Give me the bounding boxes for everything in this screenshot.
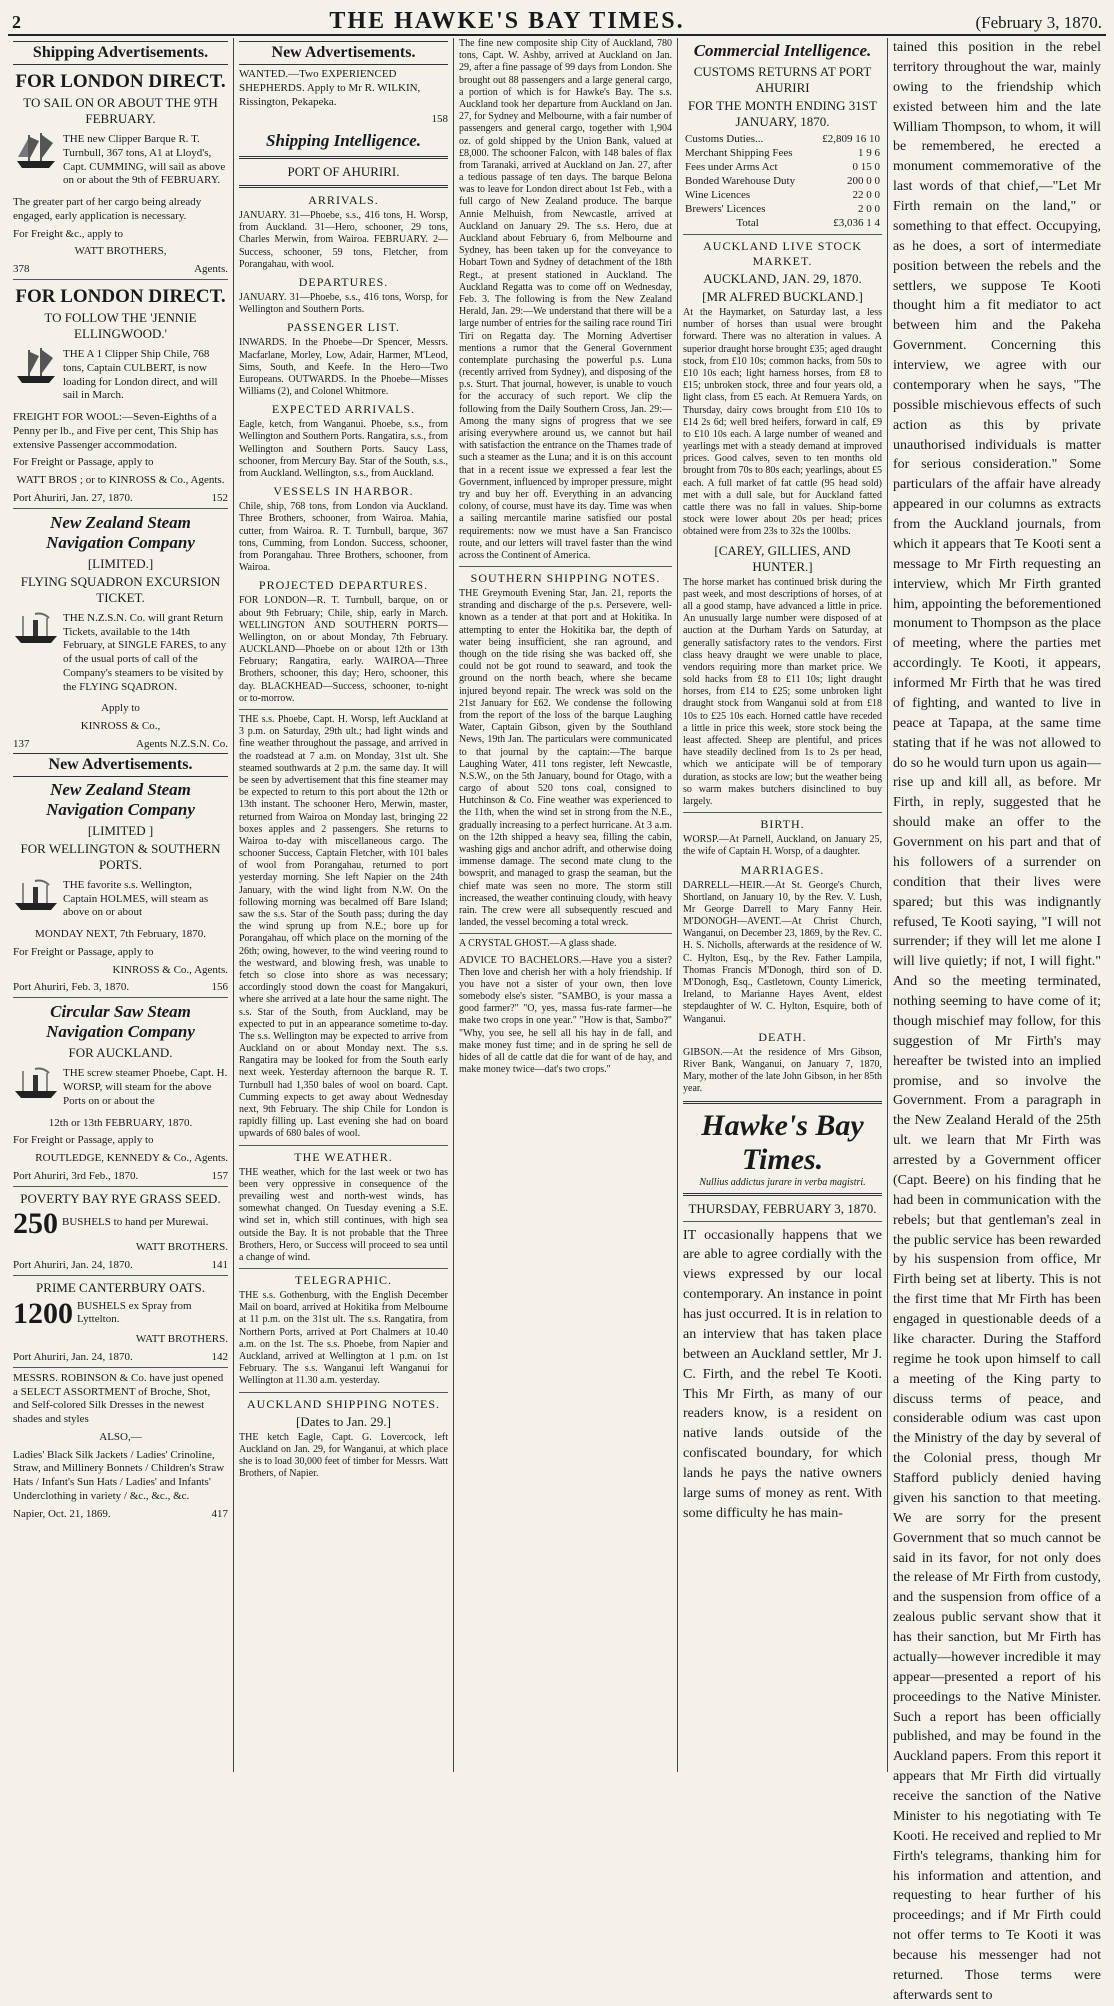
arrivals-list: JANUARY. 31—Phoebe, s.s., 416 tons, H. Worsp, from Auckland. 31—Hero, schooner, 29 tons, Charles Merwin, from Wairoa. FEBRUARY. 2—Success, schooner, 59 tons, Fletcher, from Porangahau, with wool. bbox=[239, 210, 448, 270]
divider bbox=[13, 1186, 228, 1187]
ship-advert bbox=[13, 131, 228, 192]
ad-agent: ROUTLEDGE, KENNEDY & Co., Agents. bbox=[35, 1152, 228, 1164]
ad-body: THE screw steamer Phoebe, Capt. H. WORSP, will steam for the above Ports on or about the bbox=[63, 1067, 228, 1107]
ad-apply: Apply to bbox=[101, 702, 140, 715]
ad-subheading: TO FOLLOW THE 'JENNIE ELLINGWOOD.' bbox=[44, 310, 197, 341]
passenger-list: INWARDS. In the Phoebe—Dr Spencer, Messrs. Macfarlane, Morley, Low, Adair, Harmer, M'Leod, Sims, South, and Keefe. In the Hero—Two Europeans. OUTWARDS. In the Phoebe—Misses Williams (2), and Colonel Whitmore. bbox=[239, 337, 448, 398]
report-author: [MR ALFRED BUCKLAND.] bbox=[702, 289, 863, 304]
death-heading: DEATH. bbox=[758, 1029, 807, 1044]
customs-table bbox=[683, 132, 882, 230]
ad-heading: FOR LONDON DIRECT. bbox=[15, 71, 226, 92]
divider bbox=[13, 1275, 228, 1276]
ad-sailing-date: 12th or 13th FEBRUARY, 1870. bbox=[48, 1116, 193, 1129]
southern-shipping-text: THE Greymouth Evening Star, Jan. 21, reports the stranding and discharge of the p.s. Persevere, well-known as a tender at that port and at Hokitika. In attempting to enter the Hokitika bar, the depth of water being insufficient, she ran aground, and though on the tide rising she was backed off, she could not be got round to seaward, and took the ground on the north beach, where she became injured beyond repair. The wreck was sold on the 21st January for £62. We condense the following from the report of the loss of the barque Laughing Water, Captain Gibson, given by the Southland News, 19th Jan. The particulars were communicated to that journal by the captain:—The barque Laughing Water, 411 tons register, left Newcastle, N.S.W., on the 5th January, bound for Otago, with a cargo of about 520 tons coal, consigned to Hutchinson & Co. Fine weather was experienced to the 11th, when the wind set in strong from the N.E., gradually increasing to a perfect hurricane. At 3 a.m. on the 12th shipped a heavy sea, filling the cabin, washing gigs and anchor adrift, and otherwise doing immense damage. The second mate clung to the bowsprit, and managed to grasp the seaman, but the chief mate was seen no more. The storm still increased, the weather continuing cloudy, with heavy rain. The crew were all subsequently rescued and landed, the vessel becoming a total wreck. bbox=[459, 588, 672, 929]
ad-heading: PRIME CANTERBURY OATS. bbox=[36, 1279, 205, 1295]
ad-dateline: Port Ahuriri, Feb. 3, 1870. bbox=[13, 981, 130, 994]
ad-dateline: Port Ahuriri, Jan. 24, 1870. bbox=[13, 1350, 133, 1363]
ad-agent: WATT BROTHERS. bbox=[135, 1240, 228, 1253]
customs-label: Fees under Arms Act bbox=[685, 161, 778, 173]
ad-agent: KINROSS & Co., bbox=[80, 720, 161, 732]
birth-heading: BIRTH. bbox=[760, 817, 805, 832]
divider bbox=[13, 1367, 228, 1368]
projected-heading: PROJECTED DEPARTURES. bbox=[258, 578, 429, 593]
ad-agents: Agents. bbox=[194, 263, 228, 275]
divider bbox=[683, 234, 882, 235]
ad-body: MESSRS. ROBINSON & Co. have just opened a SELECT ASSORTMENT of Broche, Shot, and Self-colored Silk Dresses in the newest shades and styles bbox=[13, 1371, 224, 1425]
steamer-icon bbox=[13, 877, 59, 913]
column-2 bbox=[234, 38, 454, 1772]
steamer-advert bbox=[13, 1065, 228, 1112]
ad-footer bbox=[13, 1508, 228, 1520]
customs-label: Merchant Shipping Fees bbox=[685, 147, 793, 159]
ad-number: 158 bbox=[431, 113, 448, 126]
ad-agent: WATT BROS ; or to KINROSS & Co., Agents. bbox=[16, 474, 225, 486]
birth-notice: WORSP.—At Parnell, Auckland, on January 25, the wife of Captain H. Worsp, of a daughter. bbox=[683, 834, 882, 858]
ad-number: 417 bbox=[211, 1507, 228, 1520]
company-name: New Zealand Steam Navigation Company bbox=[46, 779, 195, 819]
divider bbox=[13, 279, 228, 280]
section-heading: Shipping Intelligence. bbox=[266, 131, 421, 150]
quantity-line bbox=[13, 1206, 228, 1240]
ad-subheading: TO SAIL ON OR ABOUT THE 9TH FEBRUARY. bbox=[23, 95, 218, 126]
ad-apply: For Freight or Passage, apply to bbox=[13, 456, 154, 469]
shipping-news: THE s.s. Phoebe, Capt. H. Worsp, left Auckland at 3 p.m. on Saturday, 29th ult.; had light winds and fine weather throughout the passage, and arrived in the roadstead at 7 a.m. on Monday, 31st ult. She steamed southwards at 2 p.m. the same day. It will be seen by advertisement that this fine steamer may be expected to return to this port about the 12th or 13th instant. The schooner Hero, Merwin, master, returned from Wairoa on Monday last, bringing 22 boxes apples and 2 passengers. She returns to Wairoa to-day with miscellaneous cargo. The schooner Success, Captain Fletcher, with 101 bales of wool from Porangahau, returned to port yesterday morning. She left Napier on the 24th January, with the wind light from N.W. On the following morning was becalmed off Bare Island; saw the s.s. Star of the South pass; during the day the wind sprung up from N.E.; bore up for Porangahau, off which place on the morning of the 26th; owing, however, to the wind veering round to the westward, and blowing fresh, was unable to fetch so close into shore as was necessary; accordingly stood down the coast for Mangakuri, where she arrived at a late hour the same night. The s.s. Star of the South, from Auckland, may be expected to put in an appearance sometime to-day. The s.s. Wellington may be expected to arrive from Auckland on or about Monday next. The s.s. Rangatira may be looked for from the South early next week. Yesterday afternoon the barque R. T. Turnbull had 1,350 bales of wool on board. Capt. Cumming expects to get away about Wednesday next, 9th February. The ship Chile for London is rapidly filling up. Last evening she had on board upwards of 680 bales of wool. bbox=[239, 714, 448, 1140]
ad-number: 157 bbox=[211, 1169, 228, 1182]
marriage-notices: DARRELL—HEIR.—At St. George's Church, Shortland, on January 10, by the Rev. V. Lush, Mr George Darrell to Mary Fanny Heir. M'DONOGH—AVENT.—At Christ Church, Wanganui, on December 23, 1869, by the Rev. C. H. S. Nicholls, afterwards at the residence of W. C. Hylton, Esq., by the Rev. Father Lampila, Thomas Francis M'Donogh, third son of D. M'Donogh, Esq., Castletown, County Limerick, Ireland, to Marianne Hayes Avent, eldest stepdaughter of W. C. Hylton, Esquire, both of Wanganui. bbox=[683, 879, 882, 1025]
quantity-unit: BUSHELS ex Spray from Lyttelton. bbox=[77, 1299, 192, 1326]
masthead bbox=[8, 8, 1106, 36]
divider bbox=[683, 1193, 882, 1196]
editorial-continued: tained this position in the rebel territory throughout the war, mainly owing to the friendship which existed between him and the late William Thompson, to whom, it will be remembered, he erected a monument commemorative of the last words of that chief,—"Let Mr Firth remain on the land," or something to that effect. Occupying, as he does, a sort of intermediate position between the rebels and the settlers, we suppose Te Kooti thought him a fit mediator to act between him and the Pakeha Government. Concerning this interview, we agree with our contemporary when he says, "The possible mischievous effects of such action as this by private unauthorised individuals is matter for serious consideration." Some particulars of the affair have already appeared in our columns as extracts from the Auckland journals, from which it appears that Te Kooti sent a message to Mr Firth requesting an interview, which Mr Firth granted him, appointing the beforementioned monument to Thompson as the place of meeting, where the parties met accordingly. Te Kooti, it appears, informed Mr Firth that he was tired of fighting, and wanted to live in peace at Tapapa, at the same time stating that if he was not allowed to do so he would turn upon us again—rise up and kill all, as before. Mr Firth, in reply, suggested that he should make an offer to the Government on his part and that of his followers of a surrender on condition that their lives were spared; but this was indignantly refused, Te Kooti saying, "I will not surrender; if they will let me alone I will live quietly; if not, I will fight." And so the meeting terminated, nothing seeming to have come of it; though mischief may follow, for this suggestion of Mr Firth's may hereafter be twisted into an implied promise, and so involve the Government. From a paragraph in the New Zealand Herald of the 25th ult. we learn that Mr Firth was arrested by a Government officer (Capt. Beere) on his finding that he had been in communication with the rebels; but that gentleman's zeal in the public service has been rewarded by his suspension from office, Mr Firth being set at liberty. This is not the first time that Mr Firth has been engaged in questionable deeds of a like character. During the Stafford regime he took upon himself to call a meeting of the King party to discuss terms of peace, and considerable odium was cast upon the Ministry of the day by several of the Colonial press, though Mr Stafford publicly denied having given his sanction to that meeting. We are sorry for the present Government that so much cannot be said in its favor, for not only does the release of Mr Firth from custody, and the suspension from office of a zealous public servant show that it has their sanction, but Mr Firth has actually—however incredible it may appear—presented a report of his proceedings to the Native Minister. Such a report has been officially published, and may be found in the Auckland papers. From this report it appears that Mr Firth did virtually receive the sanction of the Native Minister to his negotiating with Te Kooti. He received and replied to Mr Firth's telegrams, thanking him for his information and attention, and requesting to hear further of his proceedings; and if Mr Firth could not offer terms to Te Kooti it was because his messenger had not returned. Those terms were afterwards sent to bbox=[893, 40, 1101, 2003]
expected-list: Eagle, ketch, from Wanganui. Phoebe, s.s., from Wellington and Southern Ports. Rangatira, s.s., from Wellington and Southern Ports. Saucy Lass, schooner, from Mercury Bay. Star of the South, s.s., from Auckland. Wellington, s.s., from Auckland. bbox=[239, 419, 448, 479]
table-row bbox=[683, 146, 882, 160]
telegraphic-heading: TELEGRAPHIC. bbox=[295, 1273, 392, 1288]
ship-icon bbox=[13, 131, 59, 171]
livestock-heading: AUCKLAND LIVE STOCK MARKET. bbox=[703, 239, 862, 268]
ad-footer bbox=[13, 738, 228, 750]
quantity-line bbox=[13, 1298, 228, 1332]
customs-value: £2,809 16 10 bbox=[822, 133, 880, 145]
ad-apply: For Freight or Passage, apply to bbox=[13, 945, 154, 958]
column-1 bbox=[8, 38, 234, 1772]
customs-value: 1 9 6 bbox=[858, 147, 880, 159]
divider bbox=[683, 812, 882, 813]
auckland-shipping-text: THE ketch Eagle, Capt. G. Lovercock, left Auckland on Jan. 29, for Wanganui, at which place she is to load 30,000 feet of timber for Messrs. Watt Brothers, of Napier. bbox=[239, 1431, 448, 1480]
company-limited: [LIMITED.] bbox=[87, 555, 154, 571]
report-author: [CAREY, GILLIES, AND HUNTER.] bbox=[714, 542, 851, 574]
total-row bbox=[683, 216, 882, 230]
divider bbox=[13, 508, 228, 509]
divider bbox=[239, 1145, 448, 1146]
column-3 bbox=[454, 38, 678, 1772]
ad-body: THE A 1 Clipper Ship Chile, 768 tons, Captain CULBERT, is now loading for London direct, and will sail in March. bbox=[63, 348, 218, 402]
company-limited: [LIMITED ] bbox=[87, 822, 154, 838]
customs-value: 2 0 0 bbox=[858, 203, 880, 215]
ad-number: 137 bbox=[13, 737, 30, 750]
ad-dateline: Port Ahuriri, Jan. 24, 1870. bbox=[13, 1258, 133, 1271]
livestock-dateline: AUCKLAND, JAN. 29, 1870. bbox=[703, 271, 862, 286]
columns bbox=[8, 38, 1106, 2003]
ad-dateline: Port Ahuriri, Jan. 27, 1870. bbox=[13, 491, 133, 504]
customs-label: Wine Licences bbox=[685, 189, 751, 201]
ad-footer bbox=[13, 1351, 228, 1363]
total-value: £3,036 1 4 bbox=[833, 217, 880, 229]
company-name: New Zealand Steam Navigation Company bbox=[46, 512, 195, 552]
company-name: Circular Saw Steam Navigation Company bbox=[46, 1002, 195, 1042]
ad-body: THE favorite s.s. Wellington, Captain HOLMES, will steam as above on or about bbox=[63, 878, 209, 919]
ad-dateline: Napier, Oct. 21, 1869. bbox=[13, 1507, 111, 1520]
ad-apply: For Freight or Passage, apply to bbox=[13, 1134, 154, 1147]
auckland-shipping-heading: AUCKLAND SHIPPING NOTES. bbox=[246, 1396, 440, 1411]
editorial-dateline: THURSDAY, FEBRUARY 3, 1870. bbox=[688, 1200, 877, 1216]
miscellany-text: ADVICE TO BACHELORS.—Have you a sister? Then love and cherish her with a holy friendship. If you have not a sister of your own, then love somebody else's sister. "SAMBO, is your massa a good farmer?" "O, yes, massa fus-rate farmer—he make two crops in one year." "How is that, Sambo?" "Why, you see, he sell all his hay in de fall, and make money fust time; and in de spring he sell de hides of all de cattle dat die for want of de hay, and make money twice—dat's two crops." bbox=[459, 954, 672, 1076]
ad-footer bbox=[13, 263, 228, 275]
port-title: PORT OF AHURIRI. bbox=[287, 164, 400, 179]
ad-number: 142 bbox=[211, 1350, 228, 1363]
livestock-report: The horse market has continued brisk during the past week, and most descriptions of horses, of at all a good stamp, have advanced a little in price. An unusually large number were disposed of at auction at the Durham Yards on Saturday, at generally satisfactory rates to the vendors. First class heavy draught we were unable to place, vendors requiring more than market price. We sold hacks from £8 to £11 10s; light draught horses, from £14 to £25; some unbroken light draught stock from Wanganui sold at from £18 10s to £25 10s each. Horned cattle have receded a little in price this week, store stock being the least affected. Sheep are plentiful, and prices have steadily declined from 1s to 2s per head, which we anticipate will be of temporary duration, as stocks are low; but the weather being so warm makes butchers disinclined to buy largely. bbox=[683, 576, 882, 807]
crystal-ghost: A CRYSTAL GHOST.—A glass shade. bbox=[459, 938, 617, 950]
customs-value: 0 15 0 bbox=[852, 161, 880, 173]
customs-label: Customs Duties... bbox=[685, 133, 764, 145]
table-row bbox=[683, 132, 882, 146]
divider bbox=[13, 997, 228, 998]
section-heading: New Advertisements. bbox=[239, 41, 448, 65]
southern-shipping-heading: SOUTHERN SHIPPING NOTES. bbox=[470, 571, 661, 586]
ad-heading: FOR LONDON DIRECT. bbox=[15, 286, 226, 307]
auckland-notes: The fine new composite ship City of Auckland, 780 tons, Capt. W. Ashby, arrived at Auckland on Jan. 29, after a fine passage of 99 days from London. She brought out 88 passengers and a large general cargo, a portion of which is for Hawke's Bay. The s.s. Auckland took her departure from Auckland on Jan. 27, for Sydney and Melbourne, with a fair number of passengers and general cargo, together with 1,904 oz. of gold shipped by the Union Bank, valued at £8,000. The schooner Falcon, with 148 bales of flax from Taranaki, arrived at Auckland on Jan. 27, after a tedious passage of ten days. The barque Belona was to leave for London direct about 1st Feb., with a full cargo of New Zealand produce. The barque Annie Melhuish, from Newcastle, arrived at Auckland on January 29. The s.s. Hero, due at Auckland about February 6, from Melbourne and Sydney, has been taken up for the conveyance to Hobart Town and Sydney of detachment of the 18th Regt., at present stationed in Auckland. The Auckland Regatta was to come off on Wednesday, Feb. 3. The following is from the New Zealand Herald, Jan. 29:—We understand that there will be a large number of entries for the sailing race round Tiri Tiri on Regatta day. The Morning Advertiser mentions a rumor that the General Government contemplate purchasing the powerful p.s. Luna (recently arrived from Sydney), and disposing of the p.s. Sturt. That journal, however, is unable to vouch for the accuracy of such report. We clip the following from the Daily Southern Cross, Jan. 29:—Among the many signs of progress that we see arising everywhere around us, we cannot but hail with satisfaction the entrance on the Thames trade of such a steamer as the Luna; and it is on this account that in a recent issue we expressed a fear lest the Government, influenced by improper pressure, might try and buy her off. Everything in an advancing colony, of course, must have its day. Time was when a sailing mercantile marine satisfied our postal requirements: now we must have a San Francisco route, and our letters will travel faster than the wind across the Continent of America. bbox=[459, 38, 672, 561]
ad-footer bbox=[13, 981, 228, 993]
ad-heading: FOR AUCKLAND. bbox=[68, 1045, 173, 1061]
ad-footer bbox=[13, 492, 228, 504]
steamer-advert bbox=[13, 610, 228, 699]
ship-advert bbox=[13, 346, 228, 407]
ad-items: Ladies' Black Silk Jackets / Ladies' Crinoline, Straw, and Millinery Bonnets / Children's Straw Hats / Infant's Sun Hats / Ladies' and Infants' Underclothing in variety / &c., &c., &c. bbox=[13, 1448, 225, 1502]
ad-footer bbox=[13, 1259, 228, 1271]
ad-sailing-date: MONDAY NEXT, 7th February, 1870. bbox=[35, 928, 206, 940]
editorial-masthead: Hawke's Bay Times. bbox=[701, 1108, 864, 1176]
total-label: Total bbox=[736, 217, 759, 229]
steamer-icon bbox=[13, 1065, 59, 1101]
departures-heading: DEPARTURES. bbox=[298, 274, 389, 289]
arrivals-heading: ARRIVALS. bbox=[308, 193, 379, 207]
customs-value: 200 0 0 bbox=[847, 175, 880, 187]
ad-agent: WATT BROTHERS, bbox=[74, 245, 167, 258]
ad-apply: For Freight &c., apply to bbox=[13, 227, 123, 240]
ad-dateline: Port Ahuriri, 3rd Feb., 1870. bbox=[13, 1169, 139, 1182]
ad-number: 152 bbox=[211, 491, 228, 504]
ad-note: The greater part of her cargo being already engaged, early application is necessary. bbox=[13, 196, 202, 222]
divider bbox=[239, 1392, 448, 1393]
divider bbox=[683, 1221, 882, 1222]
weather-text: THE weather, which for the last week or two has been very oppressive in consequence of the prevailing west and north-west winds, has somewhat changed. On Tuesday evening a S.E. wind set in, which still continues, with high sea outside the Bay. It is not probable that the Three Brothers, Hero, or Success will proceed to sea until a change of wind. bbox=[239, 1166, 448, 1263]
ad-also: ALSO,— bbox=[99, 1430, 142, 1443]
weather-heading: THE WEATHER. bbox=[294, 1149, 393, 1164]
editorial-text: IT occasionally happens that we are able to agree cordially with the views expressed by our local contemporary. An instance in point has just occurred. It is in relation to an interview that has taken place between an Auckland settler, Mr J. C. Firth, and the rebel Te Kooti. This Mr Firth, as many of our readers know, is a resident on native lands outside of the confiscated boundary, for which lands he pays the native owners large sums of money as rent. With some difficulty he has main- bbox=[683, 1227, 882, 1521]
customs-heading: CUSTOMS RETURNS AT PORT AHURIRI bbox=[693, 64, 872, 95]
table-row bbox=[683, 160, 882, 174]
ad-body: THE N.Z.S.N. Co. will grant Return Tickets, available to the 14th February, at SINGLE FARES, to any of the usual ports of call of the Company's steamers to be visited by the FLYING SQADRON. bbox=[63, 611, 227, 693]
column-4 bbox=[678, 38, 888, 1772]
ad-number: 378 bbox=[13, 263, 30, 275]
motto: Nullius addictus jurare in verba magistri. bbox=[699, 1176, 866, 1188]
projected-list: FOR LONDON—R. T. Turnbull, barque, on or about 9th February; Chile, ship, early in March. WELLINGTON AND SOUTHERN PORTS—Wellington, on or about Monday, 7th February. AUCKLAND—Phoebe on or about 12th or 13th February; Rangatira, early. WAIROA—Three Brothers, schooner, this day; Hero, schooner, this day. BLACKHEAD—Success, schooner, to-night or to-morrow. bbox=[239, 595, 448, 704]
table-row bbox=[683, 188, 882, 202]
divider bbox=[683, 1101, 882, 1104]
ad-footer bbox=[13, 1170, 228, 1182]
divider bbox=[239, 709, 448, 710]
customs-subheading: FOR THE MONTH ENDING 31ST JANUARY, 1870. bbox=[688, 98, 877, 129]
ad-body: THE new Clipper Barque R. T. Turnbull, 367 tons, A1 at Lloyd's, Capt. CUMMING, will sail as above on or about the 9th of FEBRUARY. bbox=[63, 133, 226, 187]
quantity: 1200 bbox=[13, 1297, 73, 1331]
newspaper-page bbox=[8, 8, 1106, 2003]
divider bbox=[239, 1268, 448, 1269]
steamer-advert bbox=[13, 877, 228, 924]
table-row bbox=[683, 174, 882, 188]
ad-agent: KINROSS & Co., Agents. bbox=[112, 963, 228, 976]
section-heading: Shipping Advertisements. bbox=[13, 41, 228, 65]
divider bbox=[239, 156, 448, 159]
table-row bbox=[683, 202, 882, 216]
customs-label: Brewers' Licences bbox=[685, 203, 766, 215]
vessels-heading: VESSELS IN HARBOR. bbox=[273, 484, 414, 499]
ad-agent: WATT BROTHERS. bbox=[135, 1333, 228, 1345]
passenger-heading: PASSENGER LIST. bbox=[286, 320, 401, 335]
departures-list: JANUARY. 31—Phoebe, s.s., 416 tons, Worsp, for Wellington and Southern Ports. bbox=[239, 291, 448, 316]
marriages-heading: MARRIAGES. bbox=[740, 862, 825, 877]
ad-heading: FLYING SQUADRON EXCURSION TICKET. bbox=[20, 573, 221, 605]
divider bbox=[459, 933, 672, 934]
steamer-icon bbox=[13, 610, 59, 646]
ship-icon bbox=[13, 346, 59, 386]
divider bbox=[239, 185, 448, 188]
auckland-dates: [Dates to Jan. 29.] bbox=[296, 1413, 391, 1429]
customs-label: Bonded Warehouse Duty bbox=[685, 175, 796, 187]
ad-heading: POVERTY BAY RYE GRASS SEED. bbox=[20, 1190, 221, 1206]
ad-heading: FOR WELLINGTON & SOUTHERN PORTS. bbox=[20, 840, 221, 872]
wanted-advert: WANTED.—Two EXPERIENCED SHEPHERDS. Apply to Mr R. WILKIN, Rissington, Pekapeka. bbox=[239, 68, 421, 108]
section-heading: New Advertisements. bbox=[13, 753, 228, 777]
section-heading: Commercial Intelligence. bbox=[693, 41, 872, 60]
newspaper-title: THE HAWKE'S BAY TIMES. bbox=[329, 8, 685, 34]
ad-wool-freight: FREIGHT FOR WOOL:—Seven-Eighths of a Penny per lb., and Five per cent, This Ship has extensive Passenger accommodation. bbox=[13, 411, 219, 451]
expected-heading: EXPECTED ARRIVALS. bbox=[271, 402, 416, 417]
column-5 bbox=[888, 38, 1106, 2003]
telegraphic-text: THE s.s. Gothenburg, with the English December Mail on board, arrived at Hokitika from Melbourne at 11 p.m. on the 31st ult. The s.s. Rangatira, from Northern Ports, arrived at Port Chalmers at 10.40 a.m. on the 1st. The s.s. Phoebe, from Napier and Auckland, arrived at Wellington at 1 p.m. on 1st February. The s.s. Wanganui left Wanganui for Wellington at 11.30 a.m. yesterday. bbox=[239, 1290, 448, 1387]
ad-agents: Agents N.Z.S.N. Co. bbox=[136, 737, 228, 750]
ad-number: 156 bbox=[211, 981, 228, 994]
death-notice: GIBSON.—At the residence of Mrs Gibson, River Bank, Wanganui, on January 7, 1870, Mary, mother of the late John Gibson, in her 85th year. bbox=[683, 1046, 882, 1095]
quantity-unit: BUSHELS to hand per Murewai. bbox=[62, 1215, 209, 1228]
livestock-report: At the Haymarket, on Saturday last, a less number of horses than usual were brought forward. There was no alteration in values. A superior draught horse brought £35; aged draught stock, from £10 10s; common hacks, from 50s to £10 10s each; light harness horses, from £8 to £15; unbroken stock, three and four years old, a light class, from £5 each. At Remuera Yards, on Thursday, dairy cows brought from £10 10s to £14 2s 6d; well bred heifers, forward in calf, £9 to £10 10s each. A large number of weaned and yearlings met with a steady demand at improved prices. Good calves, seven to ten months old brought from 70s to 80s each; yearlings, about £5 each. A full market of fat cattle (95 head sold) met with a dull sale, but for Auckland fatted cattle there was no fall in values. Ship-borne stock were lower about 20s per head; prices obtained were from 23s to 32s the 100lbs. bbox=[683, 307, 882, 538]
issue-date: (February 3, 1870. bbox=[975, 13, 1102, 32]
divider bbox=[459, 566, 672, 567]
vessels-list: Chile, ship, 768 tons, from London via Auckland. Three Brothers, schooner, from Wairoa. Mahia, cutter, from Wairoa. R. T. Turnbull, barque, 367 tons, Cumming, from London. Success, schooner, from Porangahau. Three Brothers, schooner, from Wairoa. bbox=[239, 501, 448, 574]
page-number: 2 bbox=[12, 12, 21, 32]
quantity: 250 bbox=[13, 1206, 58, 1240]
ad-number: 141 bbox=[211, 1258, 228, 1271]
customs-value: 22 0 0 bbox=[852, 189, 880, 201]
